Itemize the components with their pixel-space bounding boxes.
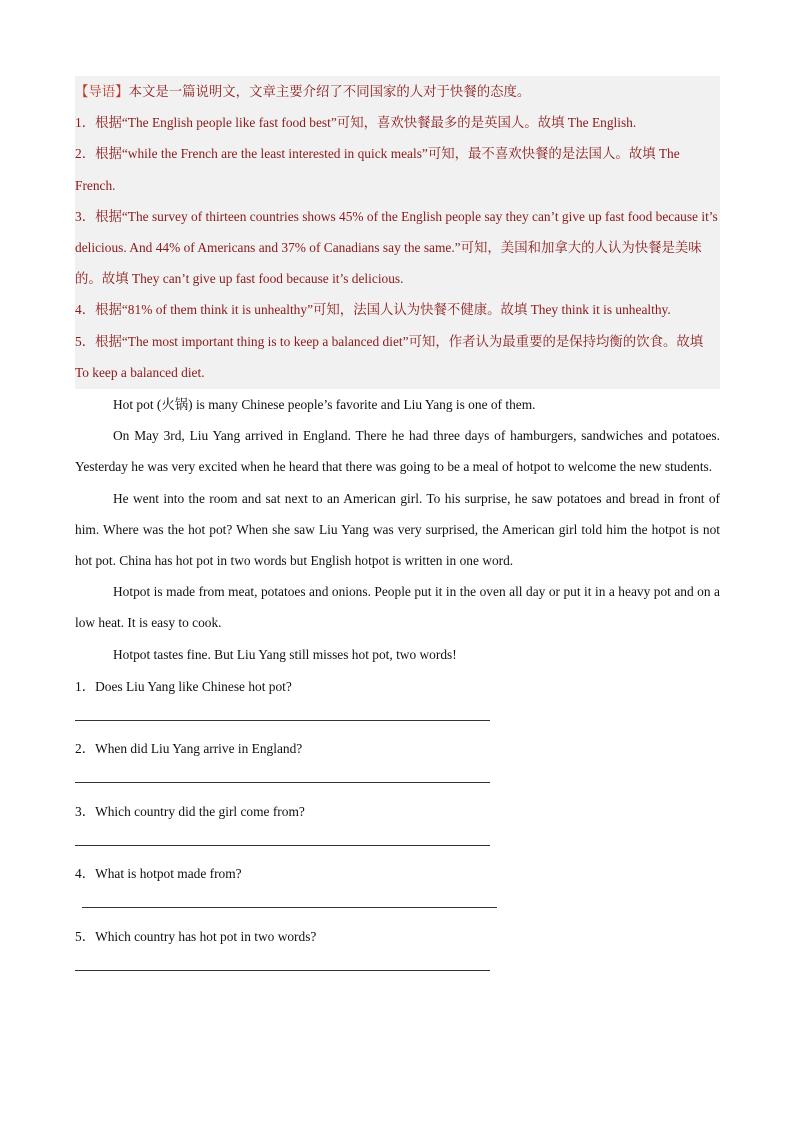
answer-explanation-box (75, 76, 720, 389)
passage-paragraph-2: On May 3rd, Liu Yang arrived in England. There he had three days of hamburgers, sandwiches and potatoes. Yesterday he was very excited when he heard that there was going to be a meal of hotpot to welcome the new students. (75, 428, 720, 475)
question-text: 4．What is hotpot made from? (75, 866, 242, 882)
question-text: 1．Does Liu Yang like Chinese hot pot? (75, 678, 292, 694)
answer-blank-line[interactable] (75, 782, 490, 783)
answer-line-3: 3．根据“The survey of thirteen countries shows 45% of the English people say they can’t give up fast food because it’s delicious. And 44% of Americans and 37% of Canadians say the same.”可知，美国和加拿大的人认为快餐是美味的。故填 They can’t give up fast food because it’s delicious. (75, 208, 718, 287)
document-page (75, 76, 720, 982)
passage-paragraph-3: He went into the room and sat next to an American girl. To his surprise, he saw potatoes and bread in front of him. Where was the hot pot? When she saw Liu Yang was very surprised, the American girl told him the hotpot is not hot pot. China has hot pot in two words but English hotpot is written in one word. (75, 490, 720, 569)
answer-blank-line[interactable] (75, 845, 490, 846)
answer-line-5: 5．根据“The most important thing is to keep a balanced diet”可知，作者认为最重要的是保持均衡的饮食。故填 To keep a balanced diet. (75, 333, 704, 380)
answer-line-2: 2．根据“while the French are the least interested in quick meals”可知，最不喜欢快餐的是法国人。故填 The French. (75, 146, 680, 193)
question-text: 5．Which country has hot pot in two words? (75, 928, 317, 944)
passage-paragraph-1: Hot pot (火锅) is many Chinese people’s favorite and Liu Yang is one of them. (113, 397, 536, 413)
question-list (75, 670, 720, 983)
answer-blank-line[interactable] (75, 720, 490, 721)
question-item (75, 732, 720, 795)
intro-line (75, 76, 720, 107)
question-item (75, 920, 720, 983)
intro-text: 本文是一篇说明文，文章主要介绍了不同国家的人对于快餐的态度。 (128, 84, 531, 99)
answer-line-4: 4．根据“81% of them think it is unhealthy”可知，法国人认为快餐不健康。故填 They think it is unhealthy. (75, 302, 671, 318)
question-item (75, 857, 720, 920)
answer-line-1: 1．根据“The English people like fast food best”可知，喜欢快餐最多的是英国人。故填 The English. (75, 115, 637, 131)
answer-blank-line[interactable] (75, 970, 490, 971)
passage-paragraph-5: Hotpot tastes fine. But Liu Yang still misses hot pot, two words! (113, 646, 457, 662)
question-text: 2．When did Liu Yang arrive in England? (75, 741, 303, 757)
answer-blank-line[interactable] (82, 907, 497, 908)
question-item (75, 795, 720, 858)
intro-bracket-label: 【导语】 (75, 84, 129, 99)
question-text: 3．Which country did the girl come from? (75, 803, 305, 819)
reading-passage (75, 389, 720, 670)
question-item (75, 670, 720, 733)
passage-paragraph-4: Hotpot is made from meat, potatoes and onions. People put it in the oven all day or put it in a heavy pot and on a low heat. It is easy to cook. (75, 584, 720, 631)
